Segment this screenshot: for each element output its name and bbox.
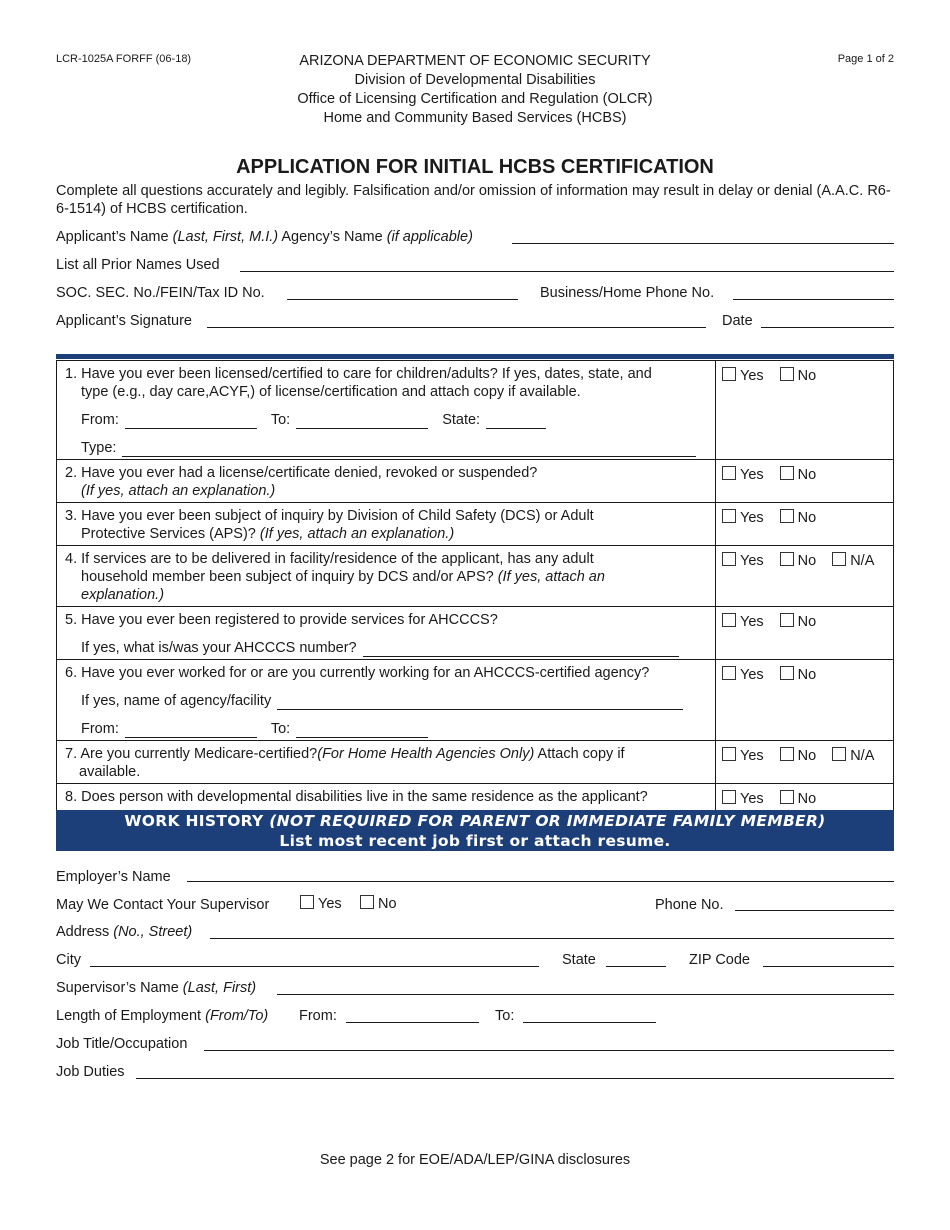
- question-row-4: [57, 546, 894, 607]
- question-row-6: [57, 660, 894, 741]
- question-row-5: [57, 607, 894, 660]
- q4-no-checkbox[interactable]: [780, 552, 794, 566]
- form-title: APPLICATION FOR INITIAL HCBS CERTIFICATION: [236, 156, 714, 178]
- employment-from-label: From:: [299, 1008, 337, 1024]
- q4-no-option[interactable]: No: [780, 552, 817, 570]
- question-row-2: [57, 460, 894, 503]
- q3-yes-checkbox[interactable]: [722, 509, 736, 523]
- q2-no-checkbox[interactable]: [780, 466, 794, 480]
- agency-name: ARIZONA DEPARTMENT OF ECONOMIC SECURITY: [299, 53, 651, 69]
- ssn-label: SOC. SEC. No./FEIN/Tax ID No.: [56, 285, 265, 301]
- prior-names-label: List all Prior Names Used: [56, 257, 220, 273]
- q6-no-checkbox[interactable]: [780, 666, 794, 680]
- q6-to-field[interactable]: [296, 724, 428, 738]
- q1-state-field[interactable]: [486, 415, 546, 429]
- question-6-text: 6. Have you ever worked for or are you currently working for an AHCCCS-certified agency?: [65, 665, 650, 681]
- employer-phone-field[interactable]: [735, 910, 894, 911]
- q5-yes-option[interactable]: Yes: [722, 613, 764, 631]
- job-duties-label: Job Duties: [56, 1064, 125, 1080]
- page-number: Page 1 of 2: [837, 53, 894, 65]
- q7-no-checkbox[interactable]: [780, 747, 794, 761]
- q6-no-option[interactable]: No: [780, 666, 817, 684]
- q1-yes-checkbox[interactable]: [722, 367, 736, 381]
- q6-agency-field[interactable]: [277, 696, 683, 710]
- q1-no-checkbox[interactable]: [780, 367, 794, 381]
- employment-to-label: To:: [495, 1008, 515, 1024]
- length-employment-label: Length of Employment (From/To): [56, 1008, 269, 1024]
- q5-no-checkbox[interactable]: [780, 613, 794, 627]
- question-3-text-cont: Protective Services (APS)?: [81, 526, 256, 542]
- q6-from-label: From:: [81, 721, 119, 737]
- q2-yes-checkbox[interactable]: [722, 466, 736, 480]
- question-row-8: [57, 784, 894, 812]
- q3-no-checkbox[interactable]: [780, 509, 794, 523]
- contact-no-option[interactable]: No: [360, 895, 397, 912]
- question-7-text-b: Attach copy if: [537, 746, 625, 762]
- question-row-7: [57, 741, 894, 784]
- address-label: Address (No., Street): [56, 924, 193, 940]
- state-label: State: [562, 952, 596, 968]
- q5-ahcccs-label: If yes, what is/was your AHCCCS number?: [81, 640, 357, 656]
- job-title-field[interactable]: [204, 1050, 894, 1051]
- q5-no-option[interactable]: No: [780, 613, 817, 631]
- question-row-3: [57, 503, 894, 546]
- work-history-note: (NOT REQUIRED FOR PARENT OR IMMEDIATE FAMILY MEMBER): [269, 812, 826, 830]
- job-duties-field[interactable]: [136, 1078, 894, 1079]
- office-name: Office of Licensing Certification and Regulation (OLCR): [297, 91, 653, 107]
- employer-label: Employer’s Name: [56, 869, 171, 885]
- q3-no-option[interactable]: No: [780, 509, 817, 527]
- q6-yes-option[interactable]: Yes: [722, 666, 764, 684]
- signature-field[interactable]: [207, 327, 706, 328]
- state-field[interactable]: [606, 966, 666, 967]
- ssn-field[interactable]: [287, 299, 518, 300]
- questions-table: [56, 360, 894, 812]
- city-label: City: [56, 952, 81, 968]
- q4-na-checkbox[interactable]: [832, 552, 846, 566]
- question-5-text: 5. Have you ever been registered to provide services for AHCCCS?: [65, 612, 498, 628]
- city-field[interactable]: [90, 966, 539, 967]
- form-id: LCR-1025A FORFF (06-18): [56, 53, 192, 65]
- work-history-subtitle: List most recent job first or attach resume.: [279, 832, 671, 850]
- footer-note: See page 2 for EOE/ADA/LEP/GINA disclosures: [319, 1152, 631, 1168]
- question-1-text-cont: type (e.g., day care,ACYF,) of license/certification and attach copy if available.: [81, 384, 581, 400]
- q5-ahcccs-field[interactable]: [363, 643, 679, 657]
- q8-no-checkbox[interactable]: [780, 790, 794, 804]
- q2-yes-option[interactable]: Yes: [722, 466, 764, 484]
- supervisor-name-field[interactable]: [277, 994, 894, 995]
- phone-label: Business/Home Phone No.: [540, 285, 715, 301]
- q7-na-option[interactable]: N/A: [832, 747, 874, 765]
- employment-from-field[interactable]: [346, 1022, 479, 1023]
- question-1-text: 1. Have you ever been licensed/certified to care for children/adults? If yes, dates, state, and: [65, 366, 652, 382]
- question-4-note-cont: explanation.): [81, 587, 165, 603]
- supervisor-name-label: Supervisor’s Name (Last, First): [56, 980, 257, 996]
- work-history-title: WORK HISTORY: [124, 812, 264, 830]
- q8-yes-option[interactable]: Yes: [722, 790, 764, 808]
- q1-no-option[interactable]: No: [780, 367, 817, 385]
- work-history-header: [56, 810, 894, 851]
- zip-label: ZIP Code: [689, 952, 750, 968]
- question-8-text: 8. Does person with developmental disabilities live in the same residence as the applicant?: [65, 789, 648, 805]
- question-3-text: 3. Have you ever been subject of inquiry by Division of Child Safety (DCS) or Adult: [65, 508, 594, 524]
- q8-yes-checkbox[interactable]: [722, 790, 736, 804]
- applicant-name-label: Applicant’s Name (Last, First, M.I.) Agency’s Name (if applicable): [56, 229, 473, 245]
- q4-yes-checkbox[interactable]: [722, 552, 736, 566]
- q7-no-option[interactable]: No: [780, 747, 817, 765]
- question-3-note: (If yes, attach an explanation.): [259, 526, 455, 542]
- question-7-note: (For Home Health Agencies Only): [317, 746, 535, 762]
- employer-field[interactable]: [187, 881, 894, 882]
- division-name: Division of Developmental Disabilities: [354, 72, 596, 88]
- prior-names-field[interactable]: [240, 271, 894, 272]
- q1-from-label: From:: [81, 412, 119, 428]
- contact-yes-option[interactable]: Yes: [300, 895, 342, 912]
- question-7-text: 7. Are you currently Medicare-certified?: [65, 746, 318, 762]
- q6-agency-label: If yes, name of agency/facility: [81, 693, 272, 709]
- q6-to-label: To:: [270, 721, 291, 737]
- question-2-text: 2. Have you ever had a license/certificate denied, revoked or suspended?: [65, 465, 538, 481]
- applicant-name-field[interactable]: [512, 243, 894, 244]
- question-row-1: [57, 361, 894, 460]
- question-7-text-cont: available.: [79, 764, 141, 780]
- q2-no-option[interactable]: No: [780, 466, 817, 484]
- phone-field[interactable]: [733, 299, 894, 300]
- q4-na-option[interactable]: N/A: [832, 552, 874, 570]
- question-4-note: (If yes, attach an: [497, 569, 605, 585]
- date-field[interactable]: [761, 327, 894, 328]
- q1-type-field[interactable]: [122, 443, 696, 457]
- q6-yes-checkbox[interactable]: [722, 666, 736, 680]
- contact-supervisor-label: May We Contact Your Supervisor: [56, 897, 270, 913]
- q5-yes-checkbox[interactable]: [722, 613, 736, 627]
- employer-phone-label: Phone No.: [655, 897, 724, 913]
- question-4-text-cont: household member been subject of inquiry by DCS and/or APS?: [81, 569, 494, 585]
- intro-text: Complete all questions accurately and legibly. Falsification and/or omission of information may result in delay or denial (A.A.C. R6-6-1514) of HCBS certification.: [56, 183, 891, 217]
- date-label: Date: [722, 313, 753, 329]
- q1-to-field[interactable]: [296, 415, 428, 429]
- q1-to-label: To:: [270, 412, 291, 428]
- signature-label: Applicant’s Signature: [56, 313, 192, 329]
- q7-yes-option[interactable]: Yes: [722, 747, 764, 765]
- q1-from-field[interactable]: [125, 415, 257, 429]
- employment-to-field[interactable]: [523, 1022, 656, 1023]
- q3-yes-option[interactable]: Yes: [722, 509, 764, 527]
- q1-yes-option[interactable]: Yes: [722, 367, 764, 385]
- contact-no-checkbox[interactable]: [360, 895, 374, 909]
- q4-yes-option[interactable]: Yes: [722, 552, 764, 570]
- q1-state-label: State:: [442, 412, 481, 428]
- zip-field[interactable]: [763, 966, 894, 967]
- section-divider: [56, 354, 894, 359]
- question-4-text: 4. If services are to be delivered in facility/residence of the applicant, has any adult: [65, 551, 594, 567]
- q7-yes-checkbox[interactable]: [722, 747, 736, 761]
- q1-type-label: Type:: [81, 440, 117, 456]
- program-name: Home and Community Based Services (HCBS): [323, 110, 627, 126]
- contact-yes-checkbox[interactable]: [300, 895, 314, 909]
- job-title-label: Job Title/Occupation: [56, 1036, 188, 1052]
- q6-from-field[interactable]: [125, 724, 257, 738]
- q7-na-checkbox[interactable]: [832, 747, 846, 761]
- question-2-note: (If yes, attach an explanation.): [81, 483, 276, 499]
- address-field[interactable]: [210, 938, 894, 939]
- q8-no-option[interactable]: No: [780, 790, 817, 808]
